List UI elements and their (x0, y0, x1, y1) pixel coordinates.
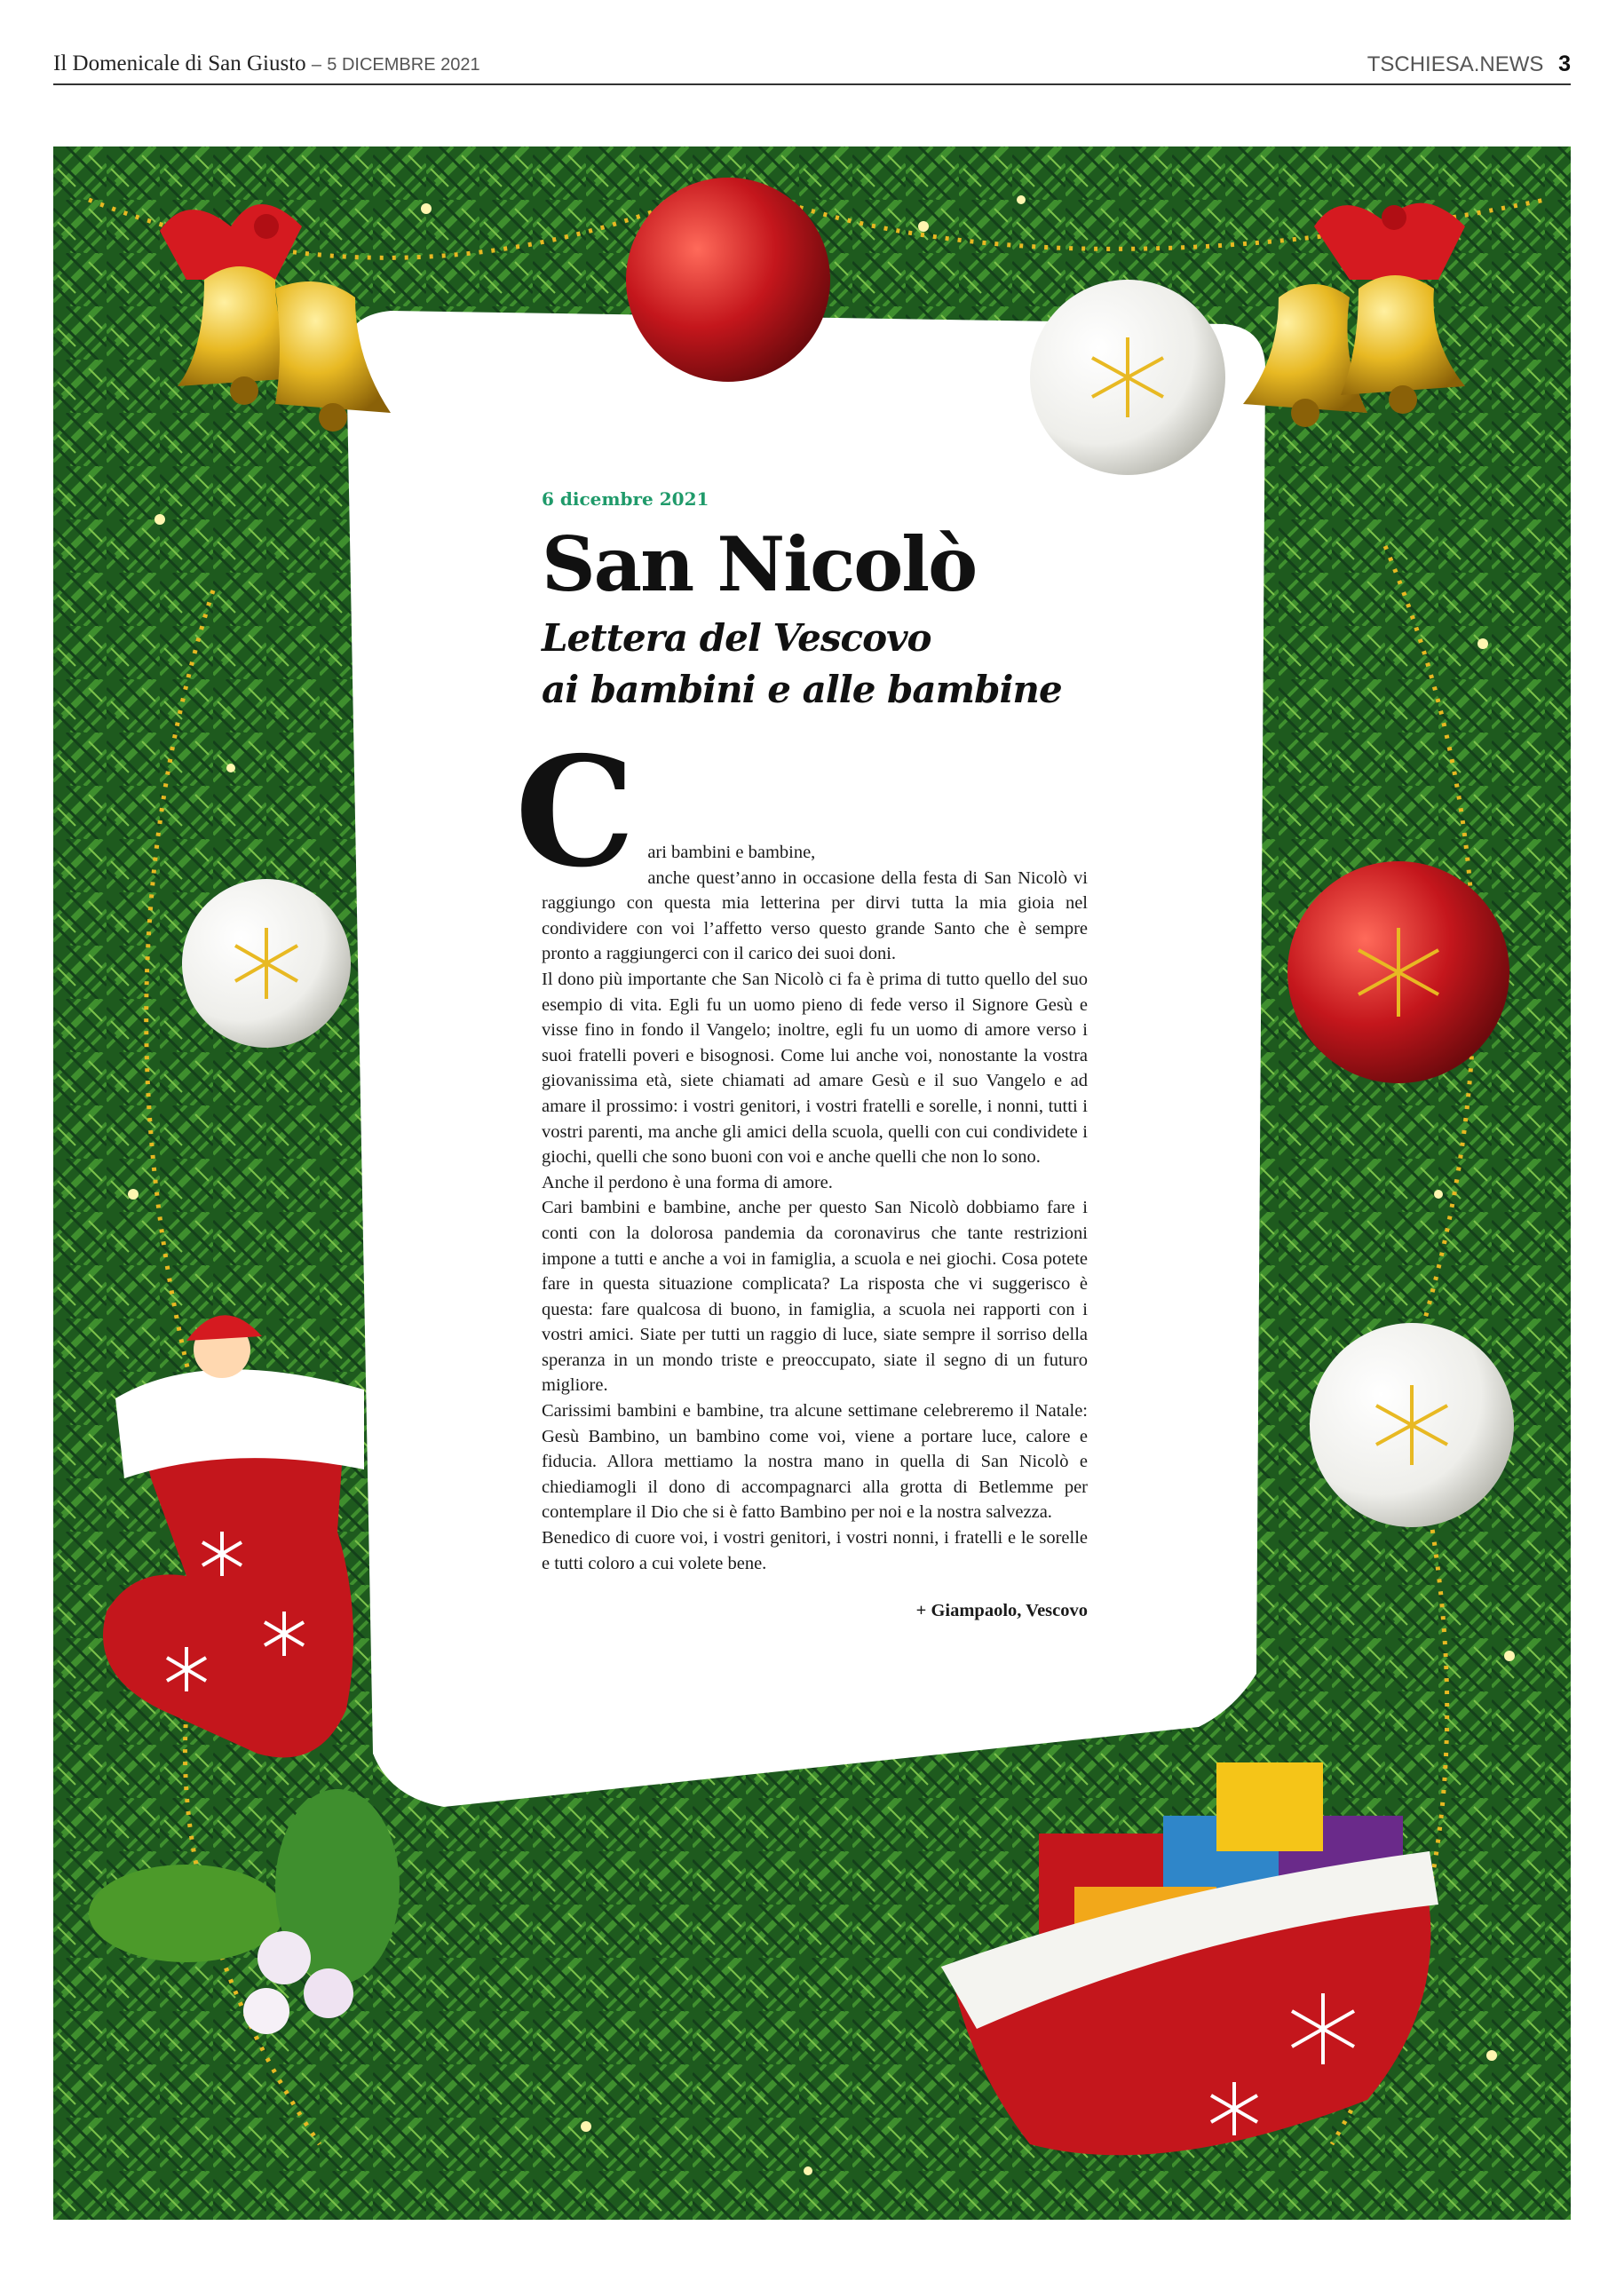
drop-cap: C (515, 724, 636, 901)
subtitle-line-2: ai bambini e alle bambine (542, 668, 1062, 711)
paragraph: Benedico di cuore voi, i vostri genitori, i vostri nonni, i fratelli e le sorelle e tutti coloro a cui volete bene. (542, 1528, 1088, 1573)
paragraph: anche quest’anno in occasione della festa di San Nicolò vi raggiungo con questa mia letterina per dirvi tutta la mia gioia nel condividere con voi l’affetto verso questo grande Santo che è sempre pronto a raggiungerci con il carico dei suoi doni. (542, 867, 1088, 964)
article-body (515, 724, 1088, 1576)
article-date: 6 dicembre 2021 (542, 488, 709, 510)
article-subtitle (542, 613, 1088, 716)
paragraph: Anche il perdono è una forma di amore. (542, 1172, 833, 1192)
header-left (53, 51, 480, 76)
header-right (1367, 51, 1571, 77)
subtitle-line-1: Lettera del Vescovo (542, 616, 931, 660)
article-title: San Nicolò (542, 520, 977, 608)
paragraph: Carissimi bambini e bambine, tra alcune settimane celebreremo il Natale: Gesù Bambino, un bambino come voi, viene a portare luce, calore e fiducia. Allora mettiamo la nostra mano in quella di San Nicolò e chiediamogli il dono di accompagnarci alla grotta di Betlemme per contemplare il Dio che si è fatto Bambino per noi e la nostra salvezza. (542, 1401, 1088, 1523)
page-header (53, 44, 1571, 85)
paragraph: Il dono più importante che San Nicolò ci fa è prima di tutto quello del suo esempio di vita. Egli fu un uomo pieno di fede verso il Signore Gesù e visse fino in fondo il Vangelo; inoltre, egli fu un uomo di amore verso i suoi fratelli poveri e bisognosi. Come lui anche voi, nonostante la vostra giovanissima età, siete chiamati ad amare Gesù e il suo Vangelo e ad amare il prossimo: i vostri genitori, i vostri fratelli e sorelle, i nonni, tutti i vostri parenti, ma anche gli amici della scuola, quelli con cui condividete i giochi, quelli che sono buoni con voi e anche quelli che non lo sono. (542, 969, 1088, 1168)
signature: + Giampaolo, Vescovo (915, 1601, 1088, 1621)
header-separator: – (311, 55, 322, 75)
site-name: TSCHIESA.NEWS (1367, 52, 1544, 76)
paragraph-greeting: ari bambini e bambine, (647, 843, 816, 862)
paragraph: Cari bambini e bambine, anche per questo San Nicolò dobbiamo fare i conti con la dolorosa pandemia da coronavirus che tante restrizioni impone a tutti e anche a voi in famiglia, a scuola e nei giochi. Cosa potete fare in questa situazione complicata? La risposta che vi suggerisco è questa: fare qualcosa di buono, in famiglia, a scuola nei rapporti con i vostri amici. Siate per tutti un raggio di luce, siate sempre il sorriso della speranza in un mondo triste e preoccupato, siate il segno di un futuro migliore. (542, 1198, 1088, 1396)
page-number: 3 (1558, 51, 1571, 76)
issue-date: 5 DICEMBRE 2021 (327, 55, 480, 75)
article (515, 488, 1088, 1621)
publication-name: Il Domenicale di San Giusto (53, 51, 306, 75)
red-bauble (626, 178, 830, 382)
